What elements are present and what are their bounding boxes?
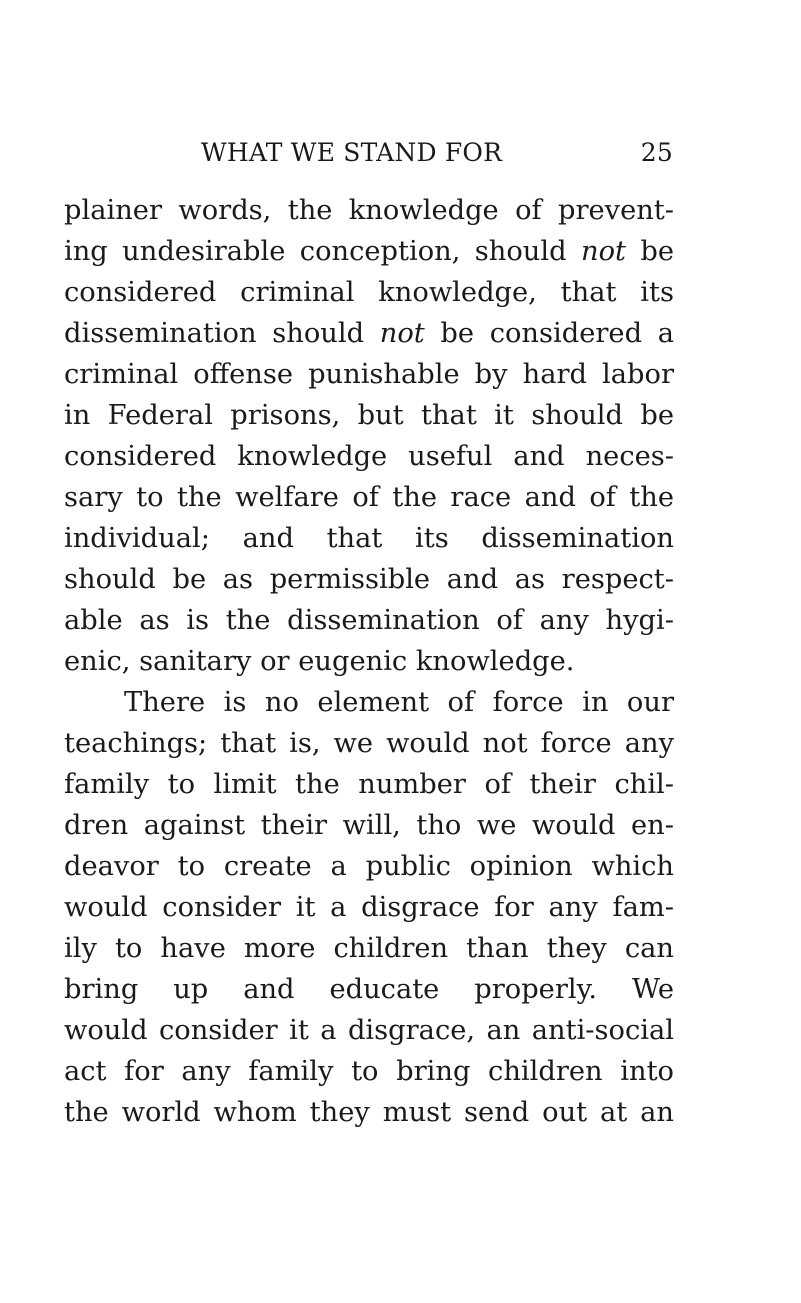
text-line: bring up and educate properly. We xyxy=(64,974,674,1005)
text-line: considered knowledge useful and neces- xyxy=(64,441,674,472)
text-line: dissemination should not be considered a xyxy=(64,318,675,349)
running-head xyxy=(201,138,673,178)
text-line: teachings; that is, we would not force any xyxy=(64,728,674,759)
body-text xyxy=(64,190,674,1133)
text-line: plainer words, the knowledge of prevent- xyxy=(64,195,674,226)
text-line: dren against their will, tho we would en- xyxy=(64,810,674,841)
text-line: individual; and that its dissemination xyxy=(64,523,674,554)
page-number: 25 xyxy=(640,138,673,167)
text-line: criminal offense punishable by hard labor xyxy=(64,359,674,390)
emphasis: not xyxy=(379,318,425,349)
text-line: sary to the welfare of the race and of the xyxy=(64,482,674,513)
running-head-title: WHAT WE STAND FOR xyxy=(201,138,503,167)
text-line: the world whom they must send out at an xyxy=(64,1097,674,1128)
text-line: ing undesirable conception, should not be xyxy=(64,236,674,267)
text-line: There is no element of force in our xyxy=(124,687,674,718)
text-line: enic, sanitary or eugenic knowledge. xyxy=(64,646,575,677)
text-line: should be as permissible and as respect- xyxy=(64,564,674,595)
emphasis: not xyxy=(580,236,626,267)
text-line: would consider it a disgrace for any fam- xyxy=(64,892,674,923)
text-line: would consider it a disgrace, an anti-social xyxy=(64,1015,674,1046)
text-line: family to limit the number of their chil- xyxy=(64,769,674,800)
text-line: deavor to create a public opinion which xyxy=(64,851,674,882)
text-line: in Federal prisons, but that it should be xyxy=(64,400,674,431)
text-line: able as is the dissemination of any hygi- xyxy=(64,605,674,636)
text-line: ily to have more children than they can xyxy=(64,933,674,964)
text-line: act for any family to bring children into xyxy=(64,1056,674,1087)
text-line: considered criminal knowledge, that its xyxy=(64,277,674,308)
